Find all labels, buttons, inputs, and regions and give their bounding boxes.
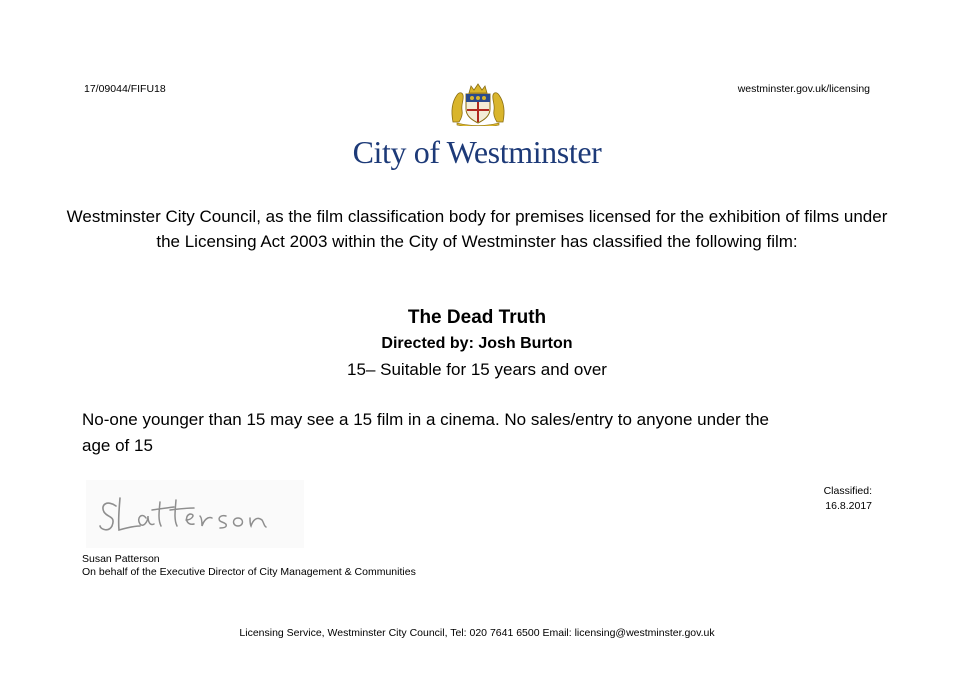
handwritten-signature (86, 480, 304, 548)
council-crest-icon (449, 82, 507, 126)
film-title: The Dead Truth (407, 307, 547, 328)
reference-number: 17/09044/FIFU18 (84, 83, 166, 95)
classified-label: Classified: (823, 485, 872, 497)
website-url: westminster.gov.uk/licensing (737, 83, 870, 95)
classified-date: 16.8.2017 (825, 499, 872, 512)
film-director: Directed by: Josh Burton (381, 335, 573, 352)
contact-footer: Licensing Service, Westminster City Council, Tel: 020 7641 6500 Email: licensing@westminster.gov.uk (239, 627, 715, 639)
film-details (0, 304, 954, 382)
council-wordmark: City of Westminster (352, 134, 602, 170)
signatory-role: On behalf of the Executive Director of City Management & Communities (82, 565, 416, 578)
film-rating: 15– Suitable for 15 years and over (347, 360, 607, 379)
age-restriction-notice: No-one younger than 15 may see a 15 film in a cinema. No sales/entry to anyone under the age of 15 (82, 410, 770, 455)
signatory-block (82, 553, 416, 578)
classification-statement: Westminster City Council, as the film classification body for premises licensed for the exhibition of films under the Licensing Act 2003 within the City of Westminster has classified the following film: (66, 207, 888, 251)
signatory-name: Susan Patterson (82, 553, 160, 565)
classification-date-block (824, 484, 872, 513)
